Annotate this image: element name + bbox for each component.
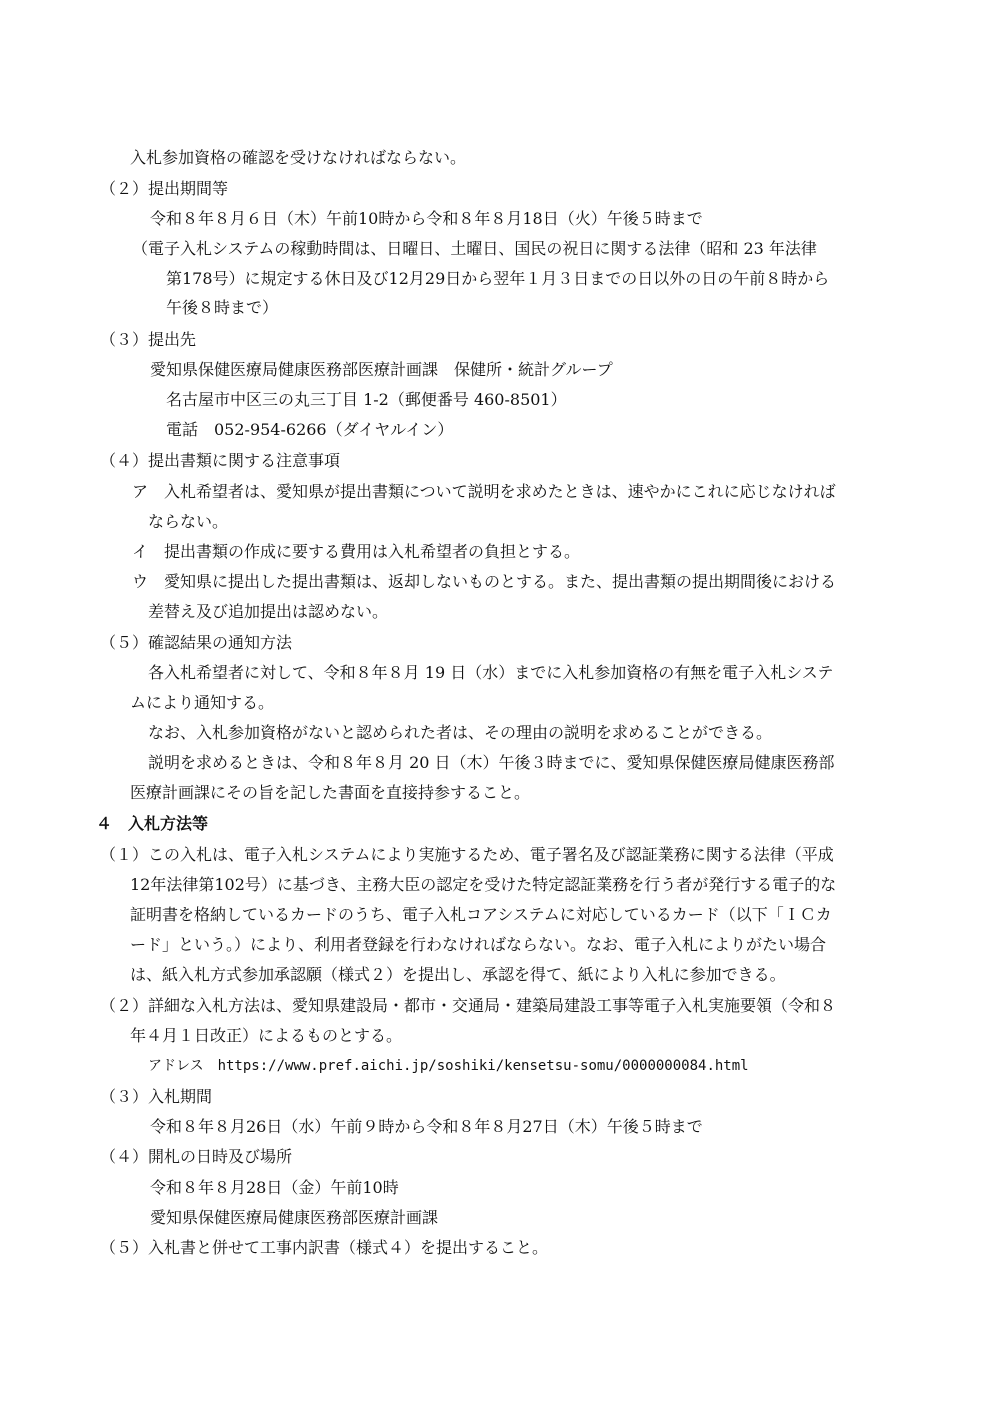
text-line: 午後８時まで） bbox=[166, 298, 279, 317]
text-line: ード」という。）により、利用者登録を行わなければならない。なお、電子入札によりがたい場合 bbox=[130, 935, 827, 954]
text-line: 愛知県保健医療局健康医務部医療計画課 bbox=[150, 1208, 439, 1227]
text-line: 差替え及び追加提出は認めない。 bbox=[148, 602, 389, 621]
url-line: アドレス https://www.pref.aichi.jp/soshiki/kensetsu-somu/0000000084.html bbox=[148, 1058, 749, 1074]
section-heading: （２）提出期間等 bbox=[100, 179, 229, 198]
chapter-heading: ４ 入札方法等 bbox=[96, 814, 209, 833]
text-line: 医療計画課にその旨を記した書面を直接持参すること。 bbox=[130, 783, 531, 802]
text-line: （電子入札システムの稼動時間は、日曜日、土曜日、国民の祝日に関する法律（昭和 23 年法律 bbox=[132, 239, 817, 258]
text-line: は、紙入札方式参加承認願（様式２）を提出し、承認を得て、紙により入札に参加できる。 bbox=[130, 965, 786, 984]
section-heading: （３）入札期間 bbox=[100, 1087, 213, 1106]
text-line: ならない。 bbox=[148, 512, 229, 531]
text-line: 入札参加資格の確認を受けなければならない。 bbox=[130, 148, 467, 167]
text-line: イ 提出書類の作成に要する費用は入札希望者の負担とする。 bbox=[132, 542, 581, 561]
text-line: 愛知県保健医療局健康医務部医療計画課 保健所・統計グループ bbox=[150, 360, 613, 379]
text-line: なお、入札参加資格がないと認められた者は、その理由の説明を求めることができる。 bbox=[148, 723, 773, 742]
section-heading: （５）確認結果の通知方法 bbox=[100, 633, 293, 652]
text-line: 令和８年８月６日（木）午前10時から令和８年８月18日（火）午後５時まで bbox=[150, 209, 703, 228]
section-heading: （５）入札書と併せて工事内訳書（様式４）を提出すること。 bbox=[100, 1238, 549, 1257]
text-line: 年４月１日改正）によるものとする。 bbox=[130, 1026, 403, 1045]
text-line: ウ 愛知県に提出した提出書類は、返却しないものとする。また、提出書類の提出期間後における bbox=[132, 572, 837, 591]
text-line: 12年法律第102号）に基づき、主務大臣の認定を受けた特定認証業務を行う者が発行する電子的な bbox=[130, 875, 837, 894]
text-line: 証明書を格納しているカードのうち、電子入札コアシステムに対応しているカード（以下「ＩＣカ bbox=[130, 905, 832, 924]
text-line: 説明を求めるときは、令和８年８月 20 日（木）午後３時までに、愛知県保健医療局健康医務部 bbox=[148, 753, 835, 772]
text-line: ムにより通知する。 bbox=[130, 693, 275, 712]
text-line: 名古屋市中区三の丸三丁目 1-2（郵便番号 460-8501） bbox=[166, 390, 567, 409]
text-line: 令和８年８月28日（金）午前10時 bbox=[150, 1178, 399, 1197]
section-heading: （４）開札の日時及び場所 bbox=[100, 1147, 293, 1166]
text-line: 各入札希望者に対して、令和８年８月 19 日（水）までに入札参加資格の有無を電子入札システ bbox=[148, 663, 834, 682]
text-line: 令和８年８月26日（水）午前９時から令和８年８月27日（木）午後５時まで bbox=[150, 1117, 703, 1136]
section-heading: （２）詳細な入札方法は、愛知県建設局・都市・交通局・建築局建設工事等電子入札実施要領（令和８ bbox=[100, 996, 837, 1015]
text-line: ア 入札希望者は、愛知県が提出書類について説明を求めたときは、速やかにこれに応じなければ bbox=[132, 482, 836, 501]
section-heading: （３）提出先 bbox=[100, 330, 197, 349]
text-line: 電話 052-954-6266（ダイヤルイン） bbox=[166, 420, 454, 439]
section-heading: （４）提出書類に関する注意事項 bbox=[100, 451, 341, 470]
text-line: 第178号）に規定する休日及び12月29日から翌年１月３日までの日以外の日の午前８時から bbox=[166, 269, 830, 288]
section-heading: （１）この入札は、電子入札システムにより実施するため、電子署名及び認証業務に関する法律（平成 bbox=[100, 845, 834, 864]
